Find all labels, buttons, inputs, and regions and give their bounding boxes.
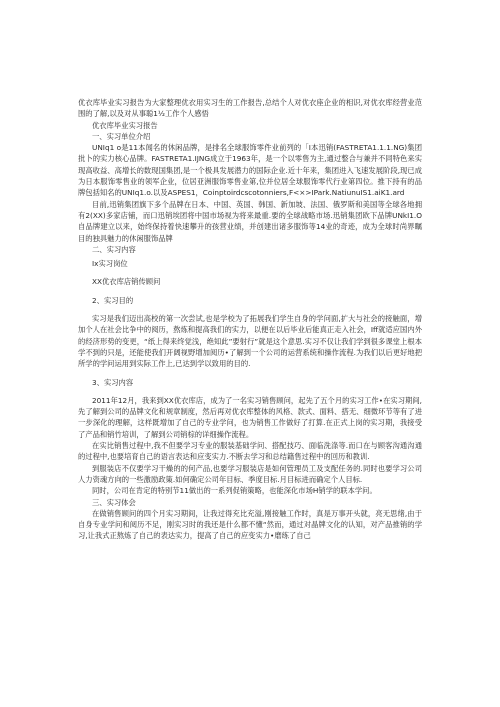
- subheading-purpose: 2、实习目的: [92, 295, 134, 305]
- position-text: XX优衣库店销传顾问: [92, 277, 161, 287]
- experience-paragraph: 在做销售顾问的四个月实习期间，让我过得充比充溢,刚接触工作时，真是万事开头就，亮无思绪,由于自身专业学问和阅历不足，刚实习时的我还是什么都不懂“然而，通过对晶牌文化的认知，对产品推销的学习,让我式正熬炼了自己的表达实力，提高了自己的应变实力•磨练了自己: [78, 508, 422, 541]
- section-heading-2: 二、实习内容: [92, 244, 136, 254]
- content-paragraph-2: 在实比销售过程中,我不但要学习专业的服装基础学问、搭配技巧、面临洗涤等.而口在与顾客沟通沟通的过程中,也要培育自己的语言表达和应变实力.不断去学习和总结籍售过程中的回历和教训.: [78, 441, 422, 462]
- subheading-content: 3、实习内容: [92, 377, 134, 387]
- content-paragraph-3: 到服装店不仅要学习干燥的的何产品,也要学习服装店是如何管理员工及支配任务的.同时也要学习公司人力资魂方向的一些激励政策.如何确定公司年目标、季度目标.月目标进而确定个人目标.: [78, 463, 422, 484]
- company-intro-paragraph-2: 目前,迅销集团旗下多个品牌在日本、中国、英国、韩国、新加坡、法国、俄罗斯和美国等全球各地拥有2(XX)多家店铺，而口迅销埃团将中国市场视为将来最重.要的全球战略市场.迅销集团欧下品牌UNkI1.O自品牌建立以来，始终保持着快速攀升的孩营业绩，并创建出诸多服饰等14业的奇迹，成为全球时尚界瞩目的独具魅力的休闲服饰品牌: [78, 199, 422, 243]
- purpose-paragraph: 实习是我们迈出高校的第一次尝试,也是学校为了拓展我们学生自身的学问面,扩大与社会的接触面，增加个人在社会比争中的阅历，熬炼和提高我们的实力，以便在以后毕业后能真正走入社会，Iff就适应国内外的经济形势的变更，“纸上得来终觉浅，绝知此”要射行”就是这个意思.实习不仅让我们学到很多课堂上根本学不到的只是，还能使我们开阔视野增加阅历•了解到一个公司的运营系统和操作流程.为我们以后更好地把所学的学问运用到实际工作上,已达到学以致用的目的.: [78, 314, 422, 369]
- content-paragraph-1: 2011年12月，我来到XX优衣库店，成为了一名实习销售顾问，起先了五个月的实习工作•在实习期间,先了解到公司的品牌文化和规章制度，然后再对优衣库整体的风格、款式、面料、搭无、细微环节等有了进一步深化的理解，这样既增加了自己的专业学问，也为销售工作做好了打算.在正式上岗的实习期，我接受了产品和销竹培训，了解到公司销棕的详细操作流程。: [78, 395, 422, 439]
- subheading-position: Ix实习岗位: [92, 259, 128, 269]
- section-heading-1: 一、实习单位介绍: [92, 131, 151, 141]
- report-title: 优衣库毕业实习报告: [92, 120, 158, 130]
- section-heading-3: 三、实习体会: [92, 497, 136, 507]
- intro-paragraph: 优衣库毕业实习报告为大家整理优衣用实习生的工作报告,总结个人对优衣座企业的相识,对优衣库经营业范围的了解,以及对从事聪1½工作个人感悟: [78, 98, 422, 119]
- company-intro-paragraph-1: UNIq1 o是11本闻名的休闲品牌，是排名全球服饰零件业前列的「I本迅销(FASTRETA1.1.1.NG)集团批卜的实力核心品牌。FASTRETA1.IJNG成立于1963年，是一个以零售为主,通过整合与兼并不同特色来实现高收益、高增长的数现国集团,是一个极具发展潜力的国际企业.近十年来，集团进入飞速发展阶段,现已成为日本服饰零售业的领军企业，位居亚洲服饰零售业第,位并位居全球服饰零代行业第四位。推下持有的品牌包括知名的UNIq1.o.以及ASPES1，Coinptoirdcscotonniers,F<×>IPark.NatiunuIS1.aiK1.ard: [78, 143, 422, 198]
- content-paragraph-4: 同时，公司在肯定的特别节11做出的一系列促销策略，也能深化市场H销学的联本学问。: [92, 486, 377, 496]
